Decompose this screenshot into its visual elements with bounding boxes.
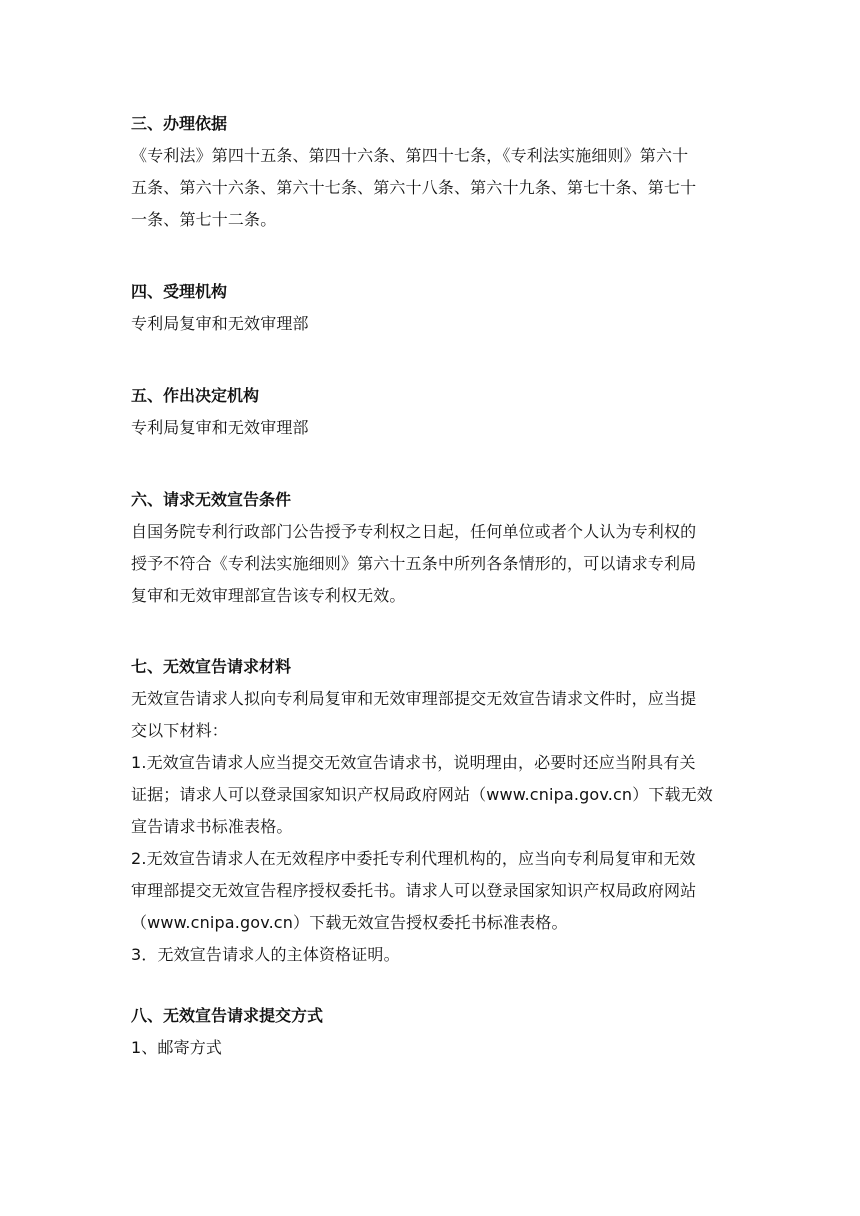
list-item: 3．无效宣告请求人的主体资格证明。 xyxy=(131,945,400,964)
paragraph-line: 交以下材料： xyxy=(131,721,228,740)
paragraph-line: 专利局复审和无效审理部 xyxy=(131,314,309,333)
paragraph-line: 证据；请求人可以登录国家知识产权局政府网站（www.cnipa.gov.cn）下载无效 xyxy=(131,785,713,804)
paragraph-line: 复审和无效审理部宣告该专利权无效。 xyxy=(131,586,406,605)
paragraph-line: （www.cnipa.gov.cn）下载无效宣告授权委托书标准表格。 xyxy=(131,913,568,932)
paragraph-line: 五条、第六十六条、第六十七条、第六十八条、第六十九条、第七十条、第七十 xyxy=(131,178,697,197)
section-heading: 七、无效宣告请求材料 xyxy=(131,657,292,676)
paragraph-line: 《专利法》第四十五条、第四十六条、第四十七条，《专利法实施细则》第六十 xyxy=(131,146,689,165)
list-item: 1.无效宣告请求人应当提交无效宣告请求书，说明理由，必要时还应当附具有关 xyxy=(131,753,696,772)
section-deciding-agency xyxy=(131,380,731,444)
paragraph-line: 审理部提交无效宣告程序授权委托书。请求人可以登录国家知识产权局政府网站 xyxy=(131,881,697,900)
section-heading: 四、受理机构 xyxy=(131,282,228,301)
list-item: 1、邮寄方式 xyxy=(131,1038,223,1057)
paragraph-line: 自国务院专利行政部门公告授予专利权之日起，任何单位或者个人认为专利权的 xyxy=(131,522,697,541)
section-heading: 六、请求无效宣告条件 xyxy=(131,490,292,509)
paragraph-line: 专利局复审和无效审理部 xyxy=(131,418,309,437)
paragraph-line: 宣告请求书标准表格。 xyxy=(131,817,293,836)
paragraph-line: 一条、第七十二条。 xyxy=(131,210,277,229)
section-accepting-agency xyxy=(131,276,731,340)
section-conditions xyxy=(131,484,731,612)
list-item: 2.无效宣告请求人在无效程序中委托专利代理机构的，应当向专利局复审和无效 xyxy=(131,849,696,868)
section-heading: 八、无效宣告请求提交方式 xyxy=(131,1006,324,1025)
section-materials xyxy=(131,651,731,971)
paragraph-line: 无效宣告请求人拟向专利局复审和无效审理部提交无效宣告请求文件时，应当提 xyxy=(131,689,697,708)
paragraph-line: 授予不符合《专利法实施细则》第六十五条中所列各条情形的，可以请求专利局 xyxy=(131,554,697,573)
section-heading: 三、办理依据 xyxy=(131,114,228,133)
section-basis xyxy=(131,108,731,236)
section-submission-methods xyxy=(131,1000,731,1064)
section-heading: 五、作出决定机构 xyxy=(131,386,260,405)
